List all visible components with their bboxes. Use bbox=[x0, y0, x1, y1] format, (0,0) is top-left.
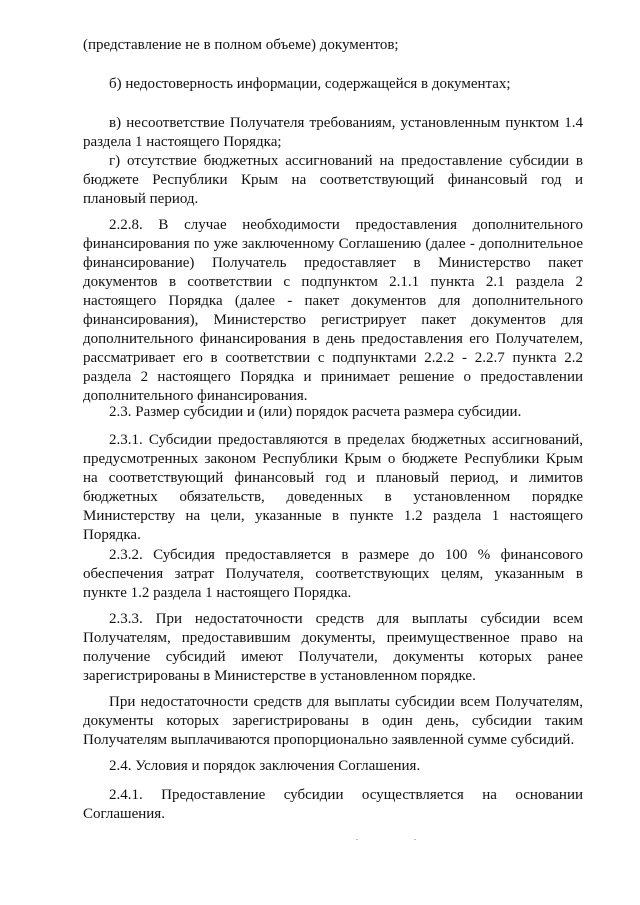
text-line: дополнительного финансирования в день предоставления его Получателем, bbox=[83, 331, 583, 347]
text-line: 2.4. Условия и порядок заключения Соглашения. bbox=[109, 758, 421, 774]
paragraph-5 bbox=[83, 216, 583, 406]
text-line: Получателям, предоставившим документы, преимущественное право на bbox=[83, 630, 583, 646]
text-line: Получателям выплачиваются пропорционально заявленной сумме субсидий. bbox=[83, 732, 575, 748]
paragraph-4 bbox=[83, 152, 583, 209]
paragraph-9 bbox=[83, 610, 583, 686]
text-line: зарегистрированы в Министерстве в установленном порядке. bbox=[83, 668, 476, 684]
text-line: бюджетных обязательств, доведенных в установленном порядке bbox=[83, 489, 583, 505]
text-line: г) отсутствие бюджетных ассигнований на предоставление субсидии в bbox=[109, 153, 583, 169]
text-line: Порядка. bbox=[83, 527, 141, 543]
text-line: в) несоответствие Получателя требованиям, установленным пунктом 1.4 bbox=[109, 115, 583, 131]
text-line: рассматривает его в соответствии с подпунктами 2.2.2 - 2.2.7 пункта 2.2 bbox=[83, 350, 583, 366]
text-line: раздела 2 настоящего Порядка и принимает решение о предоставлении bbox=[83, 369, 583, 385]
paragraph-3 bbox=[83, 114, 583, 152]
paragraph-12 bbox=[83, 786, 583, 824]
text-line: При недостаточности средств для выплаты субсидии всем Получателям, bbox=[109, 694, 583, 710]
text-line: настоящего Порядка (далее - пакет документов для дополнительного bbox=[83, 293, 583, 309]
text-line: 2.3. Размер субсидии и (или) порядок расчета размера субсидии. bbox=[109, 404, 522, 420]
paragraph-2 bbox=[83, 75, 583, 94]
paragraph-7 bbox=[83, 431, 583, 545]
text-line: Соглашения. bbox=[83, 806, 165, 822]
paragraph-8 bbox=[83, 546, 583, 603]
paragraph-10 bbox=[83, 693, 583, 750]
text-line: 2.3.1. Субсидии предоставляются в пределах бюджетных ассигнований, bbox=[109, 432, 583, 448]
paragraph-11 bbox=[83, 757, 583, 776]
text-line: бюджете Республики Крым на соответствующий финансовый год и bbox=[83, 172, 583, 188]
text-line: плановый период. bbox=[83, 191, 199, 207]
text-line: финансирования), Министерство регистрирует пакет документов для bbox=[83, 312, 583, 328]
text-line: документы которых зарегистрированы в один день, субсидии таким bbox=[83, 713, 583, 729]
text-line: раздела 1 настоящего Порядка; bbox=[83, 134, 282, 150]
text-line: пункте 1.2 раздела 1 настоящего Порядка. bbox=[83, 585, 352, 601]
text-line: 2.2.8. В случае необходимости предоставления дополнительного bbox=[109, 217, 583, 233]
text-line: дополнительного финансирования. bbox=[83, 388, 308, 404]
paragraph-6 bbox=[83, 403, 583, 422]
text-line: 2.3.2. Субсидия предоставляется в размере до 100 % финансового bbox=[109, 547, 583, 563]
text-line: финансирование) Получатель предоставляет в Министерство пакет bbox=[83, 255, 583, 271]
text-line: 2.4.1. Предоставление субсидии осуществляется на основании bbox=[109, 787, 583, 803]
text-line: предусмотренных законом Республики Крым о бюджете Республики Крым bbox=[83, 451, 583, 467]
text-line: на соответствующий финансовый год и плановый период, и лимитов bbox=[83, 470, 583, 486]
text-line: Министерству на цели, указанные в пункте 1.2 раздела 1 настоящего bbox=[83, 508, 583, 524]
scan-speck bbox=[414, 839, 416, 840]
text-line: 2.3.3. При недостаточности средств для выплаты субсидии всем bbox=[109, 611, 583, 627]
text-line: б) недостоверность информации, содержащейся в документах; bbox=[109, 76, 511, 92]
scan-speck bbox=[356, 839, 358, 840]
paragraph-1 bbox=[83, 36, 583, 55]
text-line: обеспечения затрат Получателя, соответствующих целям, указанным в bbox=[83, 566, 583, 582]
text-line: получение субсидий имеют Получатели, документы которых ранее bbox=[83, 649, 583, 665]
text-line: документов в соответствии с подпунктом 2.1.1 пункта 2.1 раздела 2 bbox=[83, 274, 583, 290]
text-line: финансирования по уже заключенному Соглашению (далее - дополнительное bbox=[83, 236, 583, 252]
text-line: (представление не в полном объеме) документов; bbox=[83, 37, 399, 53]
